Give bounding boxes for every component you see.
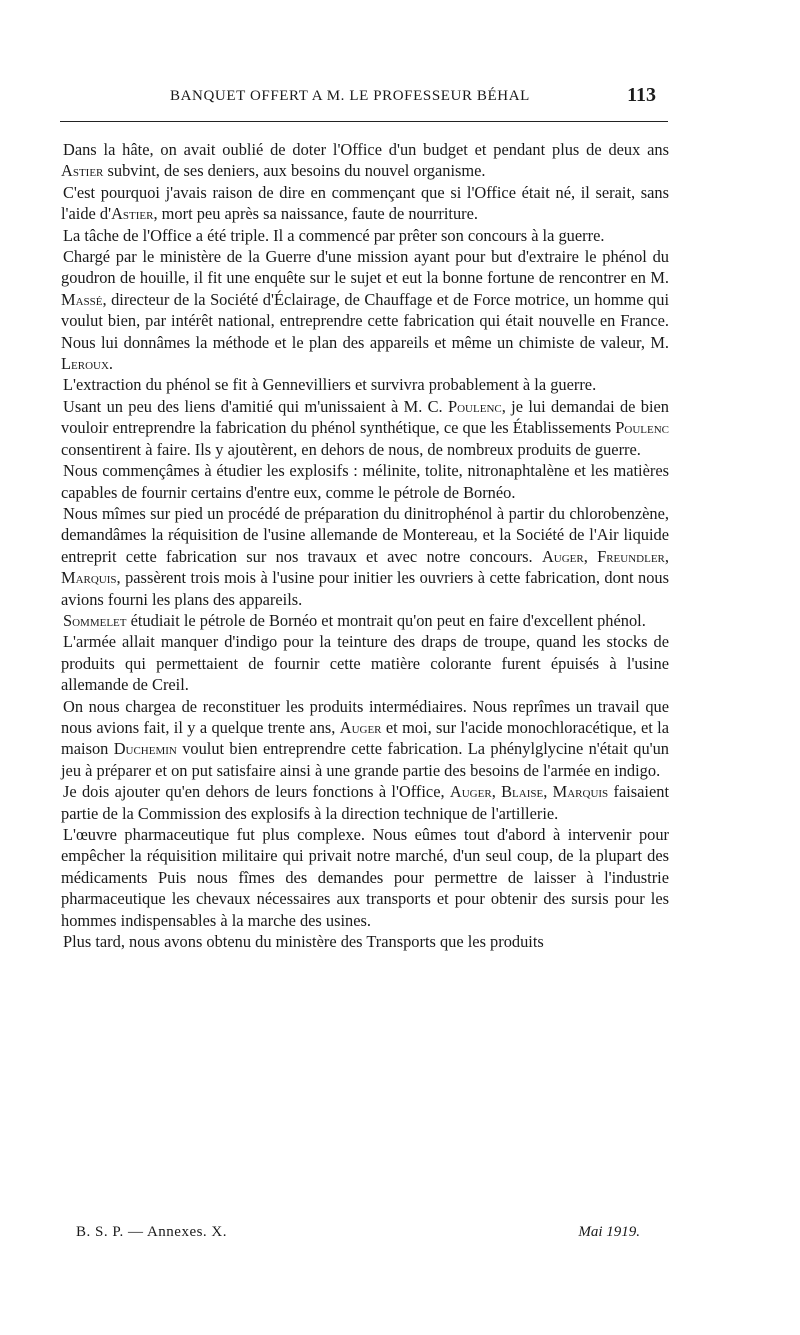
paragraph: C'est pourquoi j'avais raison de dire en commençant que si l'Office était né, il serait, sans l'aide d'Astier, mort peu après sa naissance, faute de nourriture.: [61, 182, 669, 224]
paragraph: Dans la hâte, on avait oublié de doter l'Office d'un budget et pendant plus de deux ans Astier subvint, de ses deniers, aux besoins du nouvel organisme.: [61, 140, 669, 181]
person-name: Auger: [541, 546, 584, 566]
person-name: Massé: [61, 289, 103, 309]
person-name: Astier: [111, 204, 154, 224]
paragraph: Je dois ajouter qu'en dehors de leurs fonctions à l'Office, Auger, Blaise, Marquis faisaient partie de la Commission des explosifs à la direction technique de l'artillerie.: [61, 782, 670, 823]
person-name: Freundler: [597, 546, 665, 566]
footer-date: Mai 1919.: [578, 1224, 640, 1240]
paragraph: Sommelet étudiait le pétrole de Bornéo et montrait qu'on peut en faire d'excellent phénol.: [63, 610, 646, 630]
paragraph: L'œuvre pharmaceutique fut plus complexe. Nous eûmes tout d'abord à intervenir pour empêcher la réquisition militaire qui privait notre marché, d'un seul coup, de la plupart des médicaments Puis nous fîmes des demandes pour permettre de laisser à l'industrie pharmaceutique les chevaux nécessaires aux transports et pour obtenir des sursis pour les hommes indispensables à la marche des usines.: [61, 825, 669, 930]
paragraph: Chargé par le ministère de la Guerre d'une mission ayant pour but d'extraire le phénol du goudron de houille, il fit une enquête sur le sujet et eut la bonne fortune de rencontrer en M. Massé, directeur de la Société d'Éclairage, de Chauffage et de Force motrice, un homme qui voulut bien, par intérêt national, entreprendre cette fabrication qui était nouvelle en France. Nous lui donnâmes la méthode et le plan des appareils et même un chimiste de valeur, M. Leroux.: [61, 247, 669, 374]
page-footer: [60, 1224, 670, 1248]
paragraph: Usant un peu des liens d'amitié qui m'unissaient à M. C. Poulenc, je lui demandai de bien vouloir entreprendre la fabrication du phénol synthétique, ce que les Établissements Poulenc consentirent à faire. Ils y ajoutèrent, en dehors de nous, de nombreux produits de guerre.: [61, 396, 670, 459]
body-text: [61, 139, 669, 952]
person-name: Duchemin: [113, 739, 177, 759]
paragraph: Plus tard, nous avons obtenu du ministère des Transports que les produits: [63, 932, 544, 952]
person-name: Marquis: [61, 568, 117, 588]
person-name: Marquis: [552, 782, 609, 802]
footer-publication: B. S. P. — Annexes. X.: [76, 1224, 228, 1240]
running-title: BANQUET OFFERT A M. LE PROFESSEUR BÉHAL: [170, 88, 530, 104]
header-rule: [60, 121, 668, 122]
paragraph: On nous chargea de reconstituer les produits intermédiaires. Nous reprîmes un travail que nous avions fait, il y a quelque trente ans, Auger et moi, sur l'acide monochloracétique, et la maison Duchemin voulut bien entreprendre cette fabrication. La phénylglycine n'était qu'un jeu à préparer et on put satisfaire ainsi à une grande partie des besoins de l'armée en indigo.: [61, 696, 669, 780]
person-name: Poulenc: [615, 418, 669, 438]
person-name: Astier: [61, 161, 104, 181]
paragraph: Nous mîmes sur pied un procédé de préparation du dinitrophénol à partir du chlorobenzène, demandâmes la réquisition de l'usine allemande de Montereau, et la Société de l'Air liquide entreprit cette fabrication sur nos travaux et avec notre concours. Auger, Freundler, Marquis, passèrent trois mois à l'usine pour initier les ouvriers à cette fabrication, dont nous avions fourni les plans des appareils.: [61, 503, 669, 609]
person-name: Auger: [339, 717, 382, 737]
paragraph: Nous commençâmes à étudier les explosifs : mélinite, tolite, nitronaphtalène et les matières capables de fournir certains d'entre eux, comme le pétrole de Bornéo.: [61, 461, 669, 502]
paragraph: L'armée allait manquer d'indigo pour la teinture des draps de troupe, quand les stocks de produits qui permettaient de fournir cette matière colorante furent épuisés à l'usine allemande de Creil.: [61, 632, 669, 695]
person-name: Sommelet: [63, 610, 127, 630]
paragraph: La tâche de l'Office a été triple. Il a commencé par prêter son concours à la guerre.: [63, 225, 605, 245]
person-name: Blaise: [501, 782, 544, 802]
person-name: Auger: [449, 782, 492, 802]
running-header: [60, 84, 660, 114]
person-name: Leroux: [61, 354, 109, 374]
person-name: Poulenc: [448, 396, 502, 416]
paragraph: L'extraction du phénol se fit à Gennevilliers et survivra probablement à la guerre.: [63, 375, 597, 395]
page-number: 113: [627, 84, 656, 106]
